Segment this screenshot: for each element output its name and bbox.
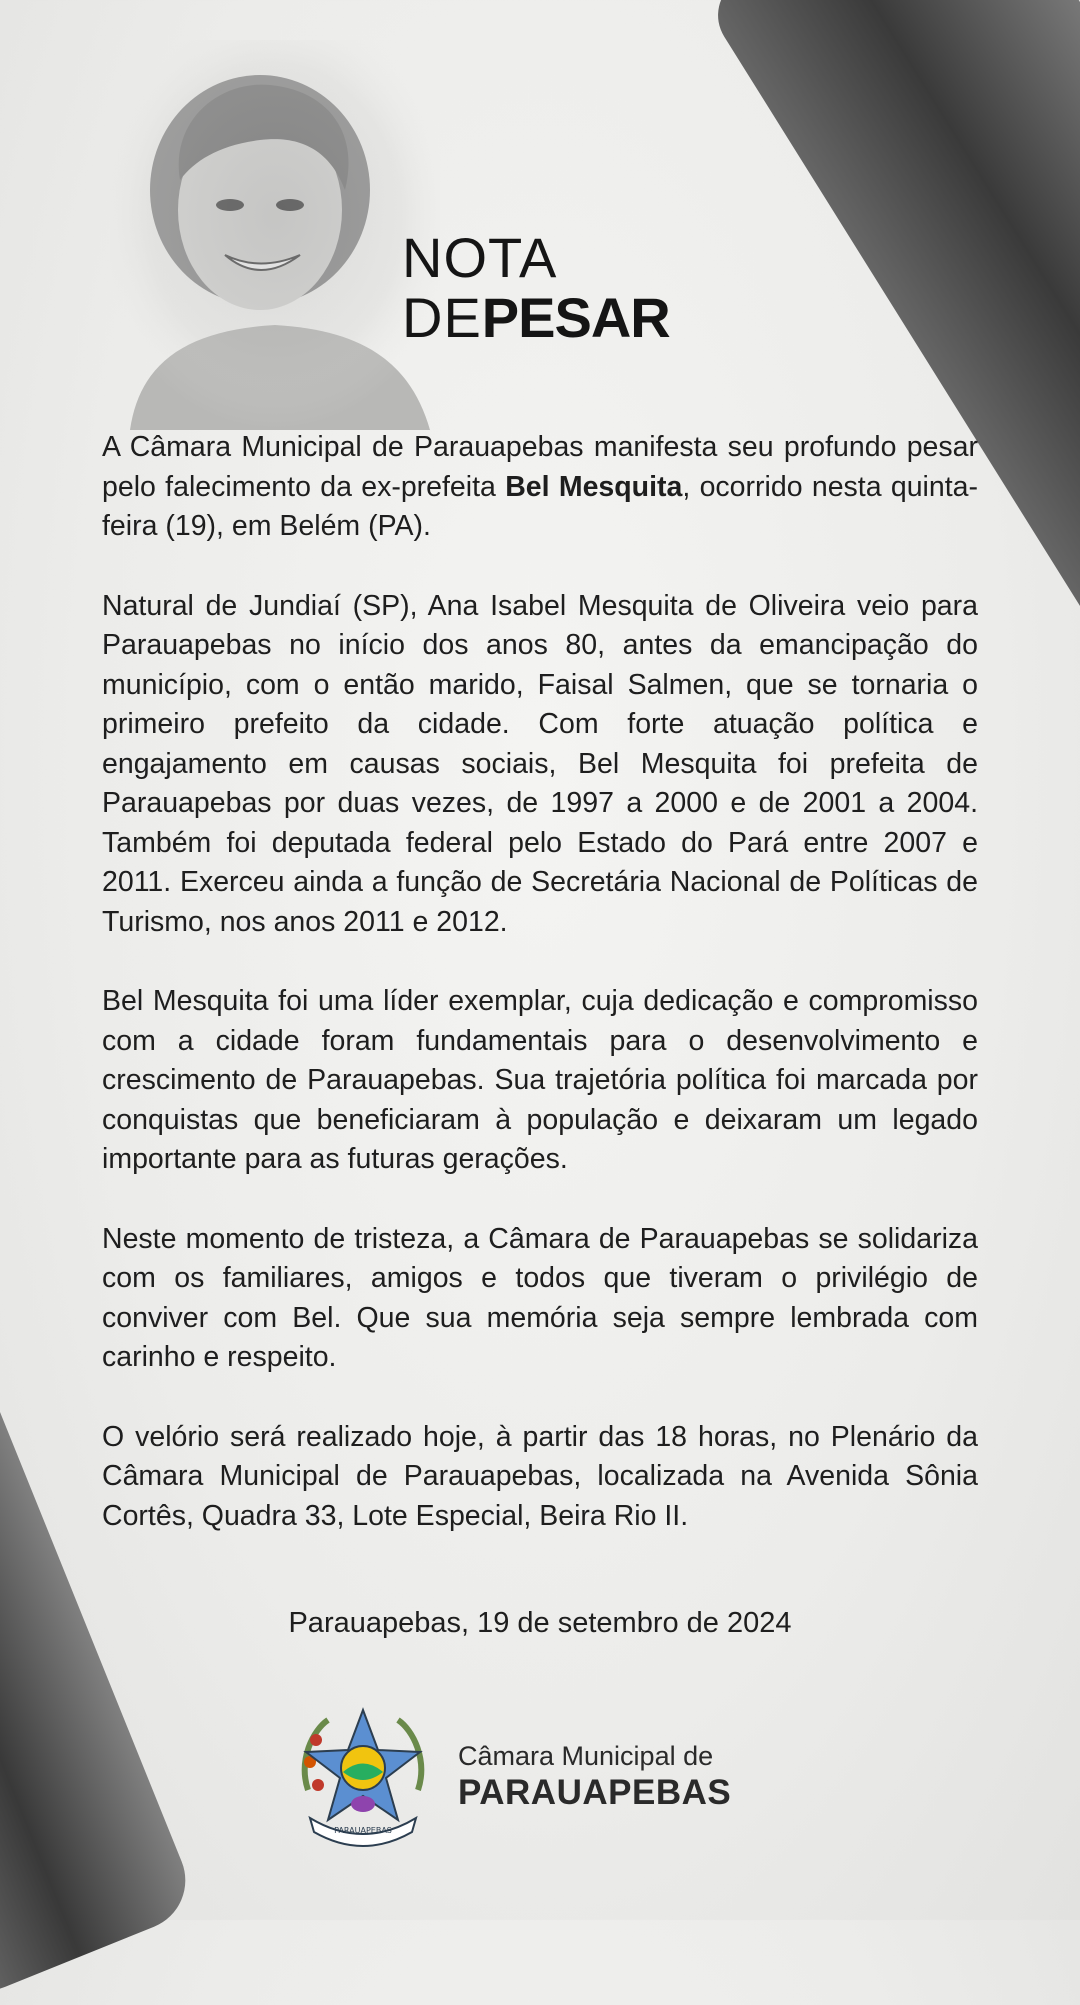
crest-ribbon-text: PARAUAPEBAS — [334, 1826, 392, 1835]
date-line: Parauapebas, 19 de setembro de 2024 — [288, 1607, 792, 1639]
paragraph-5: O velório será realizado hoje, à partir das 18 horas, no Plenário da Câmara Municipal de Parauapebas, localizada na Avenida Sônia Cortês, Quadra 33, Lote Especial, Beira Rio II. — [102, 1420, 978, 1532]
portrait-photo — [110, 40, 440, 430]
paragraph-1-part-a: A Câmara Municipal de Parauapebas manifesta seu profundo pesar pelo falecimento da ex-prefeita — [102, 431, 978, 503]
municipal-crest-icon — [288, 1700, 438, 1850]
paragraph-1-part-b: , ocorrido nesta quinta-feira (19), em Belém (PA). — [102, 470, 979, 542]
organization-line-2: PARAUAPEBAS — [458, 1773, 732, 1812]
paragraph-4: Neste momento de tristeza, a Câmara de Parauapebas se solidariza com os familiares, amigos e todos que tiveram o privilégio de conviver com Bel. Que sua memória seja sempre lembrada com carinho e respeito. — [102, 1222, 978, 1373]
organization-line-1: Câmara Municipal de — [458, 1741, 714, 1771]
paragraph-1-bold-name: Bel Mesquita — [505, 470, 683, 503]
title-line-1: NOTA — [402, 226, 558, 289]
page-title — [402, 228, 670, 348]
organization-logo-text — [458, 1740, 731, 1814]
paragraph-2: Natural de Jundiaí (SP), Ana Isabel Mesquita de Oliveira veio para Parauapebas no início dos anos 80, antes da emancipação do município, com o então marido, Faisal Salmen, que se tornaria o primeiro prefeito da cidade. Com forte atuação política e engajamento em causas sociais, Bel Mesquita foi prefeita de Parauapebas por duas vezes, de 1997 a 2000 e de 2001 a 2004. Também foi deputada federal pelo Estado do Pará entre 2007 e 2011. Exerceu ainda a função de Secretária Nacional de Políticas de Turismo, nos anos 2011 e 2012. — [102, 589, 978, 938]
paragraph-1 — [102, 428, 978, 547]
body-text — [102, 428, 978, 1576]
title-line-2-prefix: DE — [402, 286, 482, 349]
paragraph-3: Bel Mesquita foi uma líder exemplar, cuja dedicação e compromisso com a cidade foram fundamentais para o desenvolvimento e crescimento de Parauapebas. Sua trajetória política foi marcada por conquistas que beneficiaram à população e deixaram um legado importante para as futuras gerações. — [102, 985, 978, 1175]
title-line-2-bold: PESAR — [481, 286, 670, 349]
